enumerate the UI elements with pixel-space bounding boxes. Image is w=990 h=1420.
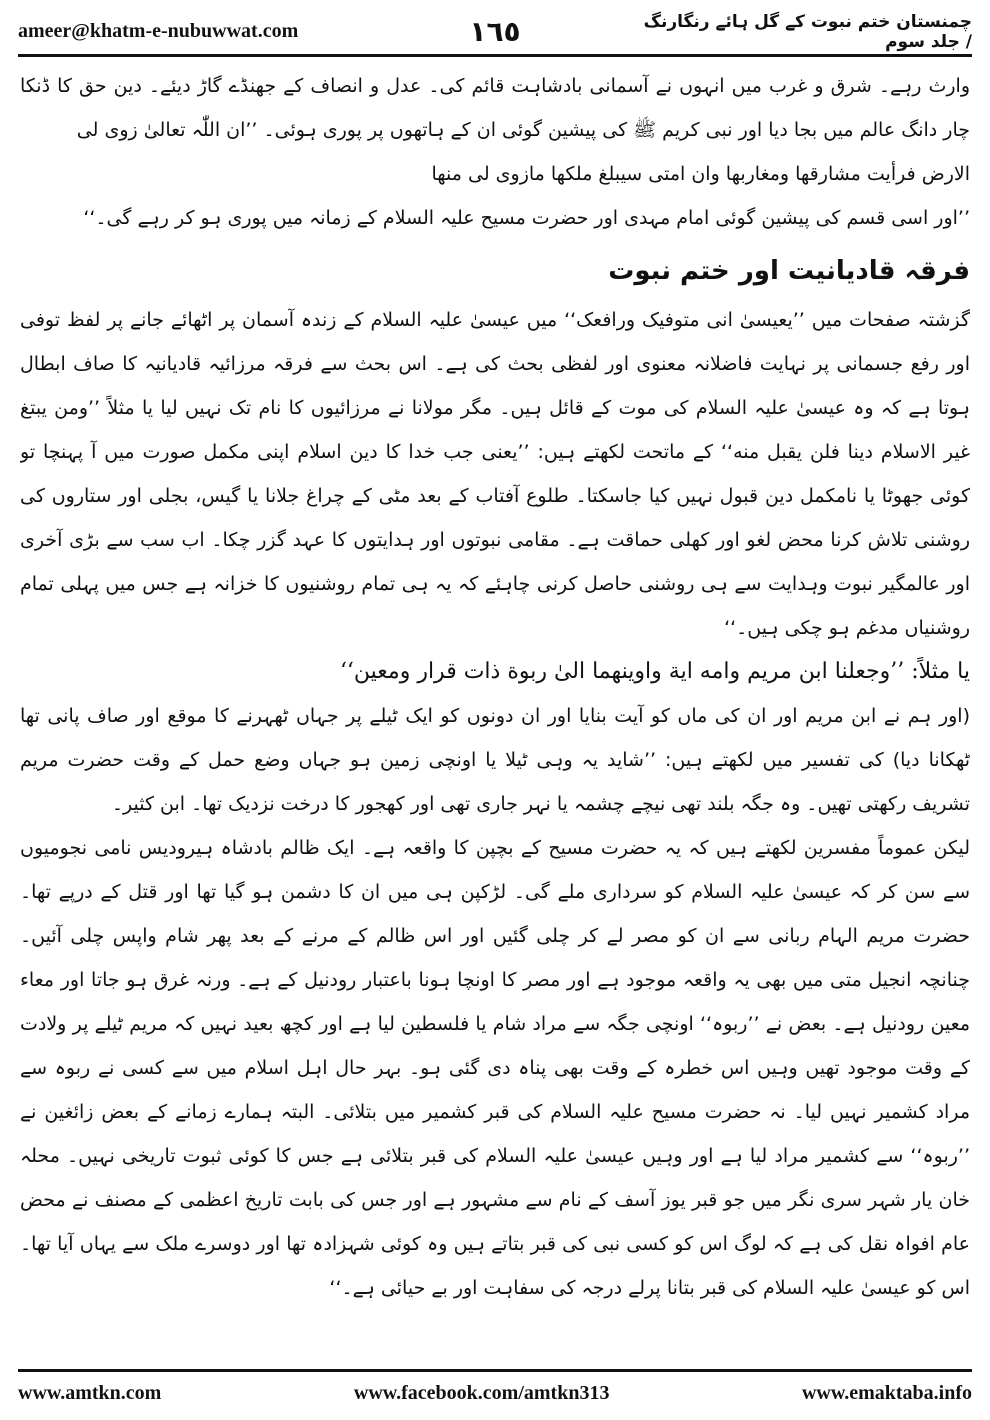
page-footer	[18, 1369, 972, 1414]
paragraph-1: وارث رہے۔ شرق و غرب میں انہوں نے آسمانی بادشاہت قائم کی۔ عدل و انصاف کے جھنڈے گاڑ دیئے۔ دین حق کا ڈنکا چار دانگ عالم میں بجا دیا اور نبی کریم ﷺ کی پیشین گوئی ان کے ہاتھوں پر پوری ہوئی۔ ’’ان اللّٰہ تعالیٰ زوی لی	[20, 75, 970, 141]
footer-link-amtkn[interactable]: www.amtkn.com	[18, 1381, 162, 1404]
section-heading: فرقہ قادیانیت اور ختم نبوت	[608, 256, 970, 286]
paragraph-2: ’’اور اسی قسم کی پیشین گوئی امام مہدی اور حضرت مسیح علیہ السلام کے زمانہ میں پوری ہو کر رہے گی۔‘‘	[83, 207, 970, 229]
paragraph-5: لیکن عموماً مفسرین لکھتے ہیں کہ یہ حضرت مسیح کے بچپن کا واقعہ ہے۔ ایک ظالم بادشاہ ہیرودیس نامی نجومیوں سے سن کر کہ عیسیٰ علیہ السلام کو سرداری ملے گی۔ لڑکپن ہی میں ان کا دشمن ہو گیا تھا اور قتل کے درپے تھا۔ حضرت مریم الہام ربانی سے ان کو مصر لے کر چلی گئیں اور اس ظالم کے مرنے کے بعد پھر شام واپس چلی آئیں۔ چنانچہ انجیل متی میں بھی یہ واقعہ موجود ہے اور مصر کا اونچا ہونا باعتبار رودنیل کے ہے۔ ورنہ غرق ہو جاتا اور معاء معین رودنیل ہے۔ بعض نے ’’ربوہ‘‘ اونچی جگہ سے مراد شام یا فلسطین لیا ہے اور کچھ بعید نہیں کہ مریم ٹیلے پر ولادت کے وقت موجود تھیں وہیں اس خطرہ کے وقت بھی پناہ دی گئی ہو۔ بہر حال اہل اسلام میں سے کسی نے ربوہ سے مراد کشمیر نہیں لیا۔ نہ حضرت مسیح علیہ السلام کی قبر کشمیر میں بتلائی۔ البتہ ہمارے زمانے کے بعض زائغین نے ’’ربوہ‘‘ سے کشمیر مراد لیا ہے اور وہیں عیسیٰ علیہ السلام کی قبر بتلائی ہے جس کا کوئی ثبوت تاریخی نہیں۔ محلہ خان یار شہر سری نگر میں جو قبر یوز آسف کے نام سے مشہور ہے اور جس کی بابت تاریخ اعظمی کے مصنف نے محض عام افواہ نقل کی ہے کہ لوگ اس کو کسی نبی کی قبر بتاتے ہیں وہ کوئی شہزادہ تھا اور دوسرے ملک سے یہاں آیا تھا۔ اس کو عیسیٰ علیہ السلام کی قبر بتانا پرلے درجہ کی سفاہت اور بے حیائی ہے۔‘‘	[20, 837, 970, 1299]
paragraph-3: گزشتہ صفحات میں ’’یعیسیٰ انی متوفیک ورافعک‘‘ میں عیسیٰ علیہ السلام کے زندہ آسمان پر اٹھائے جانے پر لفظ توفی اور رفع جسمانی پر نہایت فاضلانہ معنوی اور لفظی بحث کی ہے۔ اس بحث سے فرقہ مرزائیہ قادیانیہ کا صاف ابطال ہوتا ہے کہ وہ عیسیٰ علیہ السلام کی موت کے قائل ہیں۔ مگر مولانا نے مرزائیوں کا نام تک نہیں لیا یا مثلاً ’’ومن یبتغ غیر الاسلام دینا فلن یقبل منه‘‘ کے ماتحت لکھتے ہیں: ’’یعنی جب خدا کا دین اسلام اپنی مکمل صورت میں آ پہنچا تو کوئی جھوٹا یا نامکمل دین قبول نہیں کیا جاسکتا۔ طلوع آفتاب کے بعد مٹی کے چراغ جلانا یا گیس، بجلی اور ستاروں کی روشنی تلاش کرنا محض لغو اور کھلی حماقت ہے۔ مقامی نبوتوں اور ہدایتوں کا عہد گزر چکا۔ اب سب سے بڑی آخری اور عالمگیر نبوت وہدایت سے ہی روشنی حاصل کرنی چاہئے کہ یہ ہی تمام روشنیوں کا خزانہ ہے جس میں پہلی تمام روشنیاں مدغم ہو چکی ہیں۔‘‘	[20, 309, 970, 639]
paragraph-4: (اور ہم نے ابن مریم اور ان کی ماں کو آیت بنایا اور ان دونوں کو ایک ٹیلے پر جہاں ٹھہرنے کا موقع اور صاف پانی تھا ٹھکانا دیا) کی تفسیر میں لکھتے ہیں: ’’شاید یہ وہی ٹیلا یا اونچی زمین ہو جہاں وضع حمل کے وقت حضرت مریم تشریف رکھتی تھیں۔ وہ جگہ بلند تھی نیچے چشمہ یا نہر جاری تھی اور کھجور کا درخت نزدیک تھا۔ ابن کثیر۔	[20, 705, 970, 815]
footer-link-emaktaba[interactable]: www.emaktaba.info	[801, 1381, 972, 1404]
footer-link-facebook[interactable]: www.facebook.com/amtkn313	[353, 1381, 610, 1404]
book-title: چمنستان ختم نبوت کے گل ہائے رنگارنگ / جلد سوم	[643, 11, 972, 52]
hadith-text: الارض فرأیت مشارقها ومغاربها وان امتی سیبلغ ملکها مازوی لی منها	[431, 163, 970, 185]
quran-verse: یا مثلاً: ’’وجعلنا ابن مریم وامه ایة واوینهما الیٰ ربوة ذات قرار ومعین‘‘	[339, 659, 970, 684]
header-email: ameer@khatm-e-nubuwwat.com	[18, 19, 299, 42]
page-number: ١٦٥	[469, 14, 521, 48]
page-header	[18, 8, 972, 57]
page-body	[20, 64, 970, 1354]
